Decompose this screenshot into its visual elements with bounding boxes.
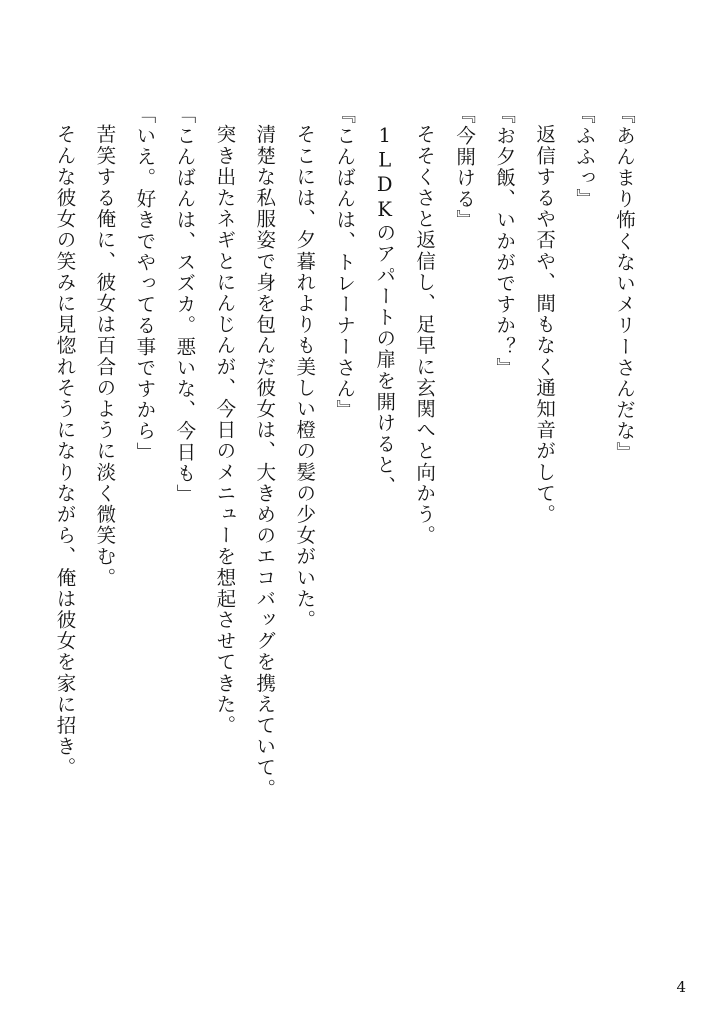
text-line: 突き出たネギとにんじんが、今日のメニューを想起させてきた。 <box>213 123 237 736</box>
text-line: 『お夕飯、いかがですか？』 <box>493 104 517 379</box>
text-line: 『ふふっ』 <box>573 104 597 210</box>
text-line: 1LDKのアパートの扉を開けると、 <box>373 123 397 497</box>
text-line: 清楚な私服姿で身を包んだ彼女は、大きめのエコバッグを携えていて。 <box>253 123 277 799</box>
text-line: 『今開ける』 <box>453 104 477 231</box>
text-line: 『こんばんは、トレーナーさん』 <box>333 104 357 421</box>
vertical-text-body <box>53 104 644 834</box>
page-number: 4 <box>676 978 686 996</box>
text-line: 『あんまり怖くないメリーさんだな』 <box>613 104 636 463</box>
text-line: 「こんばんは、スズカ。悪いな、今日も」 <box>173 104 197 505</box>
text-line: 「いえ。好きでやってる事ですから」 <box>133 104 157 463</box>
text-line: そんな彼女の笑みに見惚れそうになりながら、俺は彼女を家に招き。 <box>53 123 77 778</box>
text-line: そそくさと返信し、足早に玄関へと向かう。 <box>413 123 437 546</box>
text-line: 返信するや否や、間もなく通知音がして。 <box>533 123 557 525</box>
text-line: そこには、夕暮れよりも美しい橙の髪の少女がいた。 <box>293 123 317 630</box>
text-line: 苦笑する俺に、彼女は百合のように淡く微笑む。 <box>93 123 117 588</box>
